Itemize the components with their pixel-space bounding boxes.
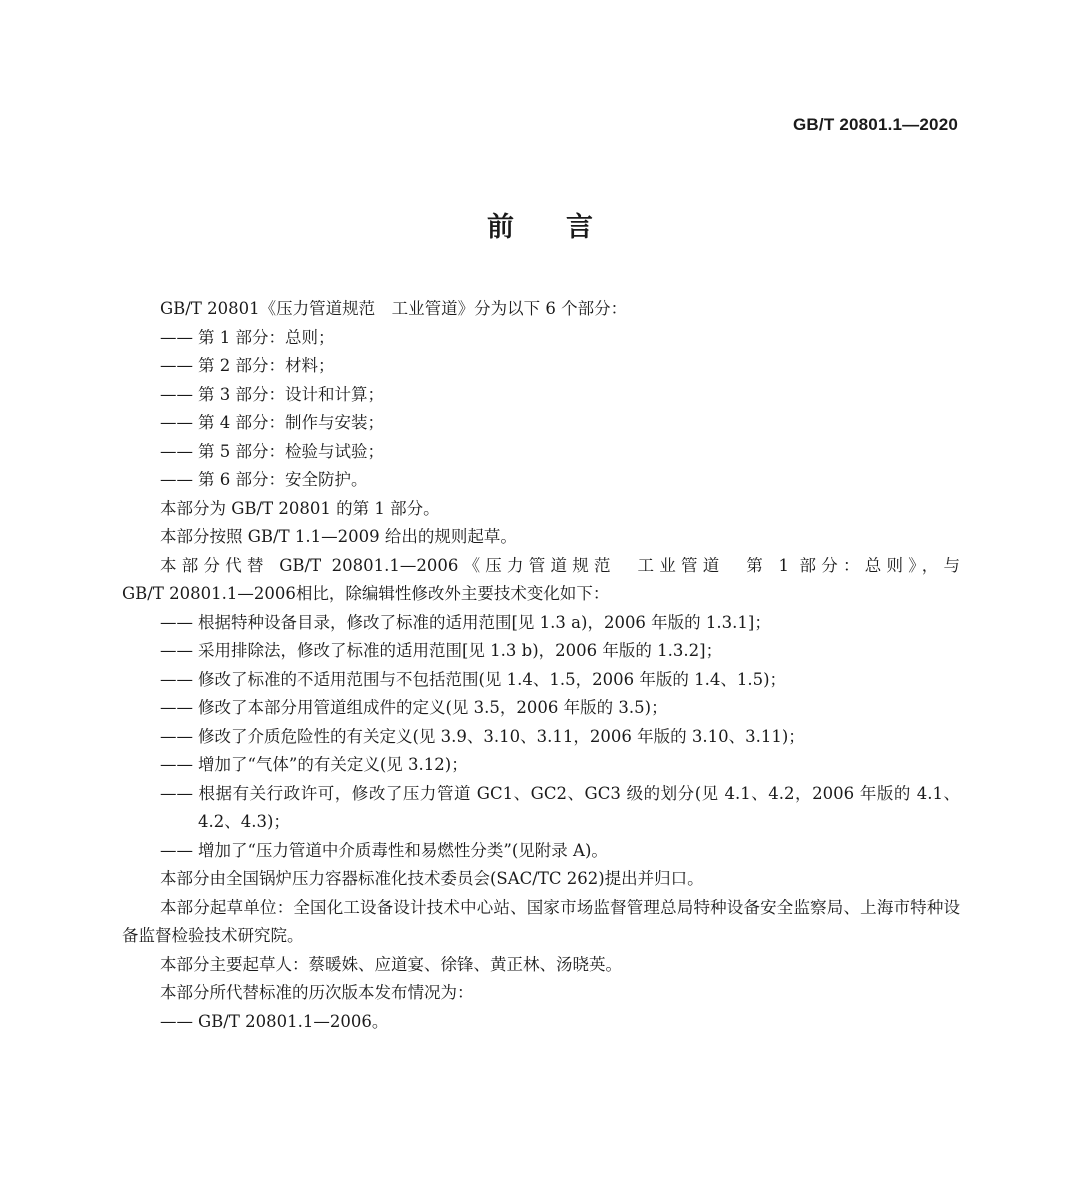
- part-text: 第 3 部分：设计和计算；: [198, 384, 384, 404]
- part-text: 第 1 部分：总则；: [198, 327, 335, 347]
- change-text: 根据有关行政许可，修改了压力管道 GC1、GC2、GC3 级的划分(见 4.1、4.2，2006 年版的 4.1、4.2、4.3)；: [198, 783, 960, 831]
- change-text: 根据特种设备目录，修改了标准的适用范围[见 1.3 a)，2006 年版的 1.3.1]；: [198, 612, 771, 632]
- history-item: [122, 1008, 960, 1037]
- part-text: 第 4 部分：制作与安装；: [198, 413, 384, 432]
- part-item: [122, 438, 960, 467]
- replaces-paragraph-line2: GB/T 20801.1—2006相比，除编辑性修改外主要技术变化如下：: [122, 584, 610, 603]
- page-title: 前言: [487, 212, 645, 243]
- this-part-paragraph: 本部分为 GB/T 20801 的第 1 部分。: [160, 498, 440, 518]
- change-text: 采用排除法，修改了标准的适用范围[见 1.3 b)，2006 年版的 1.3.2]；: [198, 641, 723, 660]
- change-text: 增加了“气体”的有关定义(见 3.12)；: [198, 755, 468, 774]
- dash-mark: ——: [160, 726, 193, 746]
- change-text: 修改了标准的不适用范围与不包括范围(见 1.4、1.5，2006 年版的 1.4、1.5)；: [198, 669, 787, 689]
- part-item: [122, 352, 960, 381]
- part-item: [122, 409, 960, 438]
- part-item: [122, 466, 960, 495]
- part-text: 第 5 部分：检验与试验；: [198, 441, 384, 461]
- part-item: [122, 324, 960, 353]
- dash-mark: ——: [160, 1011, 193, 1031]
- part-text: 第 6 部分：安全防护。: [198, 470, 368, 489]
- change-text: 修改了本部分用管道组成件的定义(见 3.5，2006 年版的 3.5)；: [198, 698, 668, 717]
- part-text: 第 2 部分：材料；: [198, 356, 335, 375]
- standard-number: GB/T 20801.1—2020: [793, 115, 958, 134]
- dash-mark: ——: [160, 356, 193, 375]
- dash-mark: ——: [160, 384, 193, 404]
- dash-mark: ——: [160, 327, 193, 347]
- dash-mark: ——: [160, 698, 193, 717]
- dash-mark: ——: [160, 413, 193, 432]
- change-text: 增加了“压力管道中介质毒性和易燃性分类”(见附录 A)。: [198, 840, 608, 860]
- history-text: GB/T 20801.1—2006。: [198, 1011, 389, 1031]
- change-item: [122, 637, 960, 666]
- change-item: [122, 666, 960, 695]
- dash-mark: ——: [160, 755, 193, 774]
- change-item: [122, 723, 960, 752]
- drafting-units-paragraph: 本部分起草单位：全国化工设备设计技术中心站、国家市场监督管理总局特种设备安全监察局、上海市特种设备监督检验技术研究院。: [122, 897, 960, 945]
- change-item: [122, 780, 960, 837]
- intro-paragraph: GB/T 20801《压力管道规范 工业管道》分为以下 6 个部分：: [160, 299, 628, 318]
- change-text: 修改了介质危险性的有关定义(见 3.9、3.10、3.11，2006 年版的 3.10、3.11)；: [198, 726, 805, 746]
- change-item: [122, 837, 960, 866]
- part-item: [122, 381, 960, 410]
- change-item: [122, 694, 960, 723]
- change-item: [122, 609, 960, 638]
- drafting-rule-paragraph: 本部分按照 GB/T 1.1—2009 给出的规则起草。: [160, 527, 517, 546]
- drafters-paragraph: 本部分主要起草人：蔡暖姝、应道宴、徐锋、黄正林、汤晓英。: [160, 954, 622, 974]
- proposed-by-paragraph: 本部分由全国锅炉压力容器标准化技术委员会(SAC/TC 262)提出并归口。: [160, 869, 704, 888]
- dash-mark: ——: [160, 612, 193, 632]
- change-item: [122, 751, 960, 780]
- dash-mark: ——: [160, 441, 193, 461]
- dash-mark: ——: [160, 669, 193, 689]
- history-intro-paragraph: 本部分所代替标准的历次版本发布情况为：: [160, 983, 474, 1002]
- dash-mark: ——: [160, 840, 193, 860]
- document-body: [122, 295, 960, 1036]
- dash-mark: ——: [160, 470, 193, 489]
- replaces-paragraph-line1: 本部分代替 GB/T 20801.1—2006《压力管道规范 工业管道 第 1 部分：总则》，与: [160, 555, 960, 575]
- dash-mark: ——: [160, 641, 193, 660]
- dash-mark: ——: [160, 783, 193, 803]
